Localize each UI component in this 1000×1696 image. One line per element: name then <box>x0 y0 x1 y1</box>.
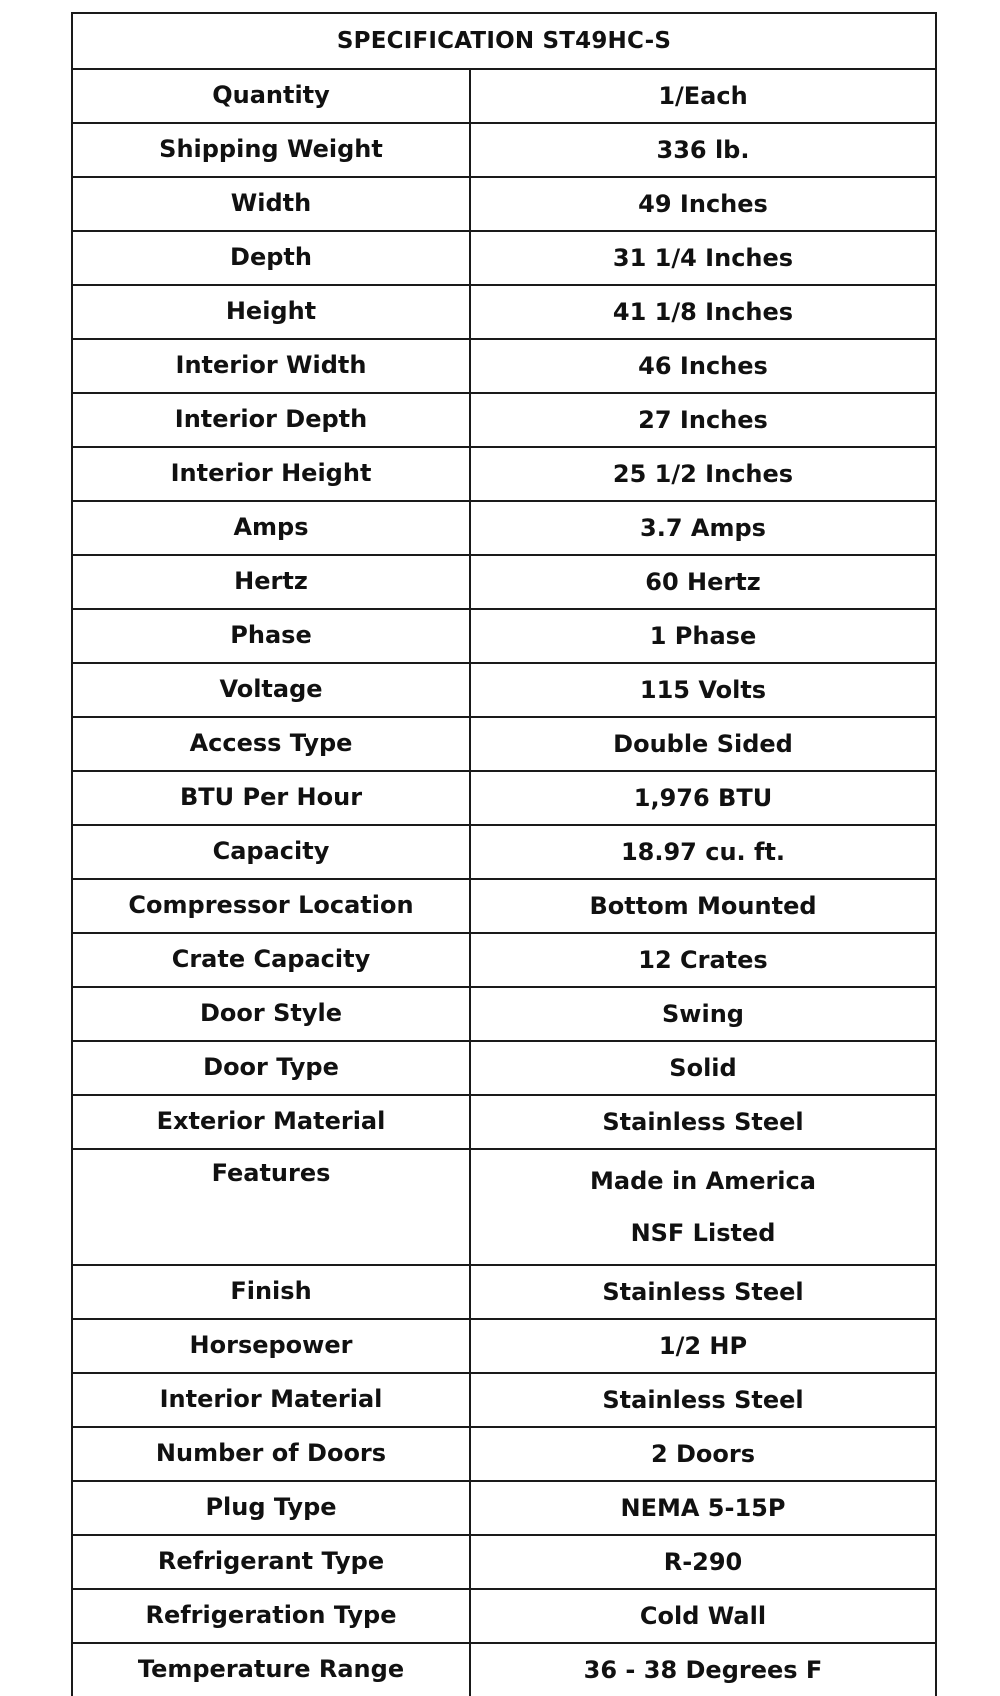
spec-value-line: 49 Inches <box>638 190 768 218</box>
spec-value-line: Made in America <box>590 1167 816 1195</box>
spec-label: Horsepower <box>72 1319 470 1373</box>
table-row <box>72 1481 936 1535</box>
table-row <box>72 1535 936 1589</box>
specification-table <box>71 12 937 1696</box>
spec-value-line: NEMA 5-15P <box>620 1494 786 1522</box>
table-row <box>72 987 936 1041</box>
table-row <box>72 69 936 123</box>
spec-value <box>470 1265 936 1319</box>
spec-label: Capacity <box>72 825 470 879</box>
spec-value-line: Stainless Steel <box>602 1108 804 1136</box>
spec-value <box>470 1427 936 1481</box>
table-row <box>72 825 936 879</box>
spec-label: Temperature Range <box>72 1643 470 1696</box>
spec-label: Width <box>72 177 470 231</box>
table-header-row <box>72 13 936 69</box>
spec-label: Door Type <box>72 1041 470 1095</box>
table-row <box>72 1373 936 1427</box>
spec-value-line: 2 Doors <box>650 1440 756 1468</box>
spec-value-line: 3.7 Amps <box>640 514 766 542</box>
table-row <box>72 177 936 231</box>
table-row <box>72 1149 936 1265</box>
spec-label: Interior Depth <box>72 393 470 447</box>
spec-label: Hertz <box>72 555 470 609</box>
spec-label: Height <box>72 285 470 339</box>
spec-value-line: 41 1/8 Inches <box>612 298 794 326</box>
spec-value-line: 336 lb. <box>656 136 750 164</box>
spec-value-line: 1/Each <box>658 82 748 110</box>
spec-value-line: Stainless Steel <box>602 1278 804 1306</box>
table-row <box>72 285 936 339</box>
table-row <box>72 1643 936 1696</box>
spec-label: Phase <box>72 609 470 663</box>
spec-label: Depth <box>72 231 470 285</box>
spec-label: Number of Doors <box>72 1427 470 1481</box>
spec-value <box>470 447 936 501</box>
spec-value-line: Cold Wall <box>639 1602 767 1630</box>
spec-value-line: 25 1/2 Inches <box>612 460 794 488</box>
table-row <box>72 771 936 825</box>
spec-value-line: 60 Hertz <box>645 568 761 596</box>
table-row <box>72 555 936 609</box>
spec-value-line: 115 Volts <box>639 676 767 704</box>
spec-label: Interior Width <box>72 339 470 393</box>
spec-value <box>470 555 936 609</box>
spec-label: Interior Height <box>72 447 470 501</box>
spec-value-line: NSF Listed <box>630 1219 776 1247</box>
spec-value <box>470 825 936 879</box>
spec-value-line: 36 - 38 Degrees F <box>583 1656 823 1684</box>
spec-label: Access Type <box>72 717 470 771</box>
spec-value <box>470 717 936 771</box>
spec-value-line: 46 Inches <box>638 352 768 380</box>
spec-value-line: 18.97 cu. ft. <box>620 838 786 866</box>
spec-value-line: Bottom Mounted <box>589 892 817 920</box>
spec-value-line: 12 Crates <box>638 946 768 974</box>
spec-value <box>470 285 936 339</box>
spec-value <box>470 987 936 1041</box>
spec-value <box>470 1643 936 1696</box>
table-row <box>72 1319 936 1373</box>
table-row <box>72 447 936 501</box>
table-row <box>72 663 936 717</box>
spec-label: Refrigeration Type <box>72 1589 470 1643</box>
spec-value <box>470 1535 936 1589</box>
table-row <box>72 339 936 393</box>
spec-value <box>470 1041 936 1095</box>
spec-value <box>470 663 936 717</box>
spec-value <box>470 393 936 447</box>
table-row <box>72 1265 936 1319</box>
spec-value <box>470 1149 936 1265</box>
spec-value-line: 27 Inches <box>638 406 768 434</box>
spec-value <box>470 1373 936 1427</box>
spec-label: Interior Material <box>72 1373 470 1427</box>
spec-label: Compressor Location <box>72 879 470 933</box>
table-row <box>72 231 936 285</box>
spec-value <box>470 609 936 663</box>
spec-label: Features <box>72 1149 470 1265</box>
spec-label: Voltage <box>72 663 470 717</box>
spec-label: Amps <box>72 501 470 555</box>
spec-value-line: Stainless Steel <box>602 1386 804 1414</box>
spec-value-line: Swing <box>662 1000 744 1028</box>
spec-label: Exterior Material <box>72 1095 470 1149</box>
spec-label: Refrigerant Type <box>72 1535 470 1589</box>
spec-value <box>470 1589 936 1643</box>
spec-label: Crate Capacity <box>72 933 470 987</box>
spec-value <box>470 1095 936 1149</box>
spec-value <box>470 231 936 285</box>
spec-label: Finish <box>72 1265 470 1319</box>
spec-label: Door Style <box>72 987 470 1041</box>
table-row <box>72 1589 936 1643</box>
spec-value-line: R-290 <box>663 1548 743 1576</box>
spec-value <box>470 339 936 393</box>
spec-value <box>470 771 936 825</box>
spec-value <box>470 69 936 123</box>
spec-value-line: 1/2 HP <box>658 1332 748 1360</box>
table-row <box>72 1041 936 1095</box>
spec-value <box>470 1319 936 1373</box>
spec-value-line: 1 Phase <box>649 622 757 650</box>
spec-value-line: 1,976 BTU <box>633 784 773 812</box>
spec-value-line: 31 1/4 Inches <box>612 244 794 272</box>
table-row <box>72 717 936 771</box>
table-body <box>72 69 936 1696</box>
table-row <box>72 1095 936 1149</box>
table-row <box>72 393 936 447</box>
table-title: SPECIFICATION ST49HC-S <box>72 13 936 69</box>
spec-value <box>470 1481 936 1535</box>
table-row <box>72 879 936 933</box>
table-row <box>72 1427 936 1481</box>
table-row <box>72 123 936 177</box>
spec-label: BTU Per Hour <box>72 771 470 825</box>
spec-value <box>470 501 936 555</box>
spec-value <box>470 123 936 177</box>
spec-value-line: Double Sided <box>613 730 793 758</box>
table-row <box>72 501 936 555</box>
spec-label: Shipping Weight <box>72 123 470 177</box>
spec-label: Quantity <box>72 69 470 123</box>
spec-value <box>470 177 936 231</box>
table-row <box>72 933 936 987</box>
spec-value <box>470 933 936 987</box>
spec-value-line: Solid <box>669 1054 737 1082</box>
spec-value <box>470 879 936 933</box>
table-row <box>72 609 936 663</box>
spec-label: Plug Type <box>72 1481 470 1535</box>
